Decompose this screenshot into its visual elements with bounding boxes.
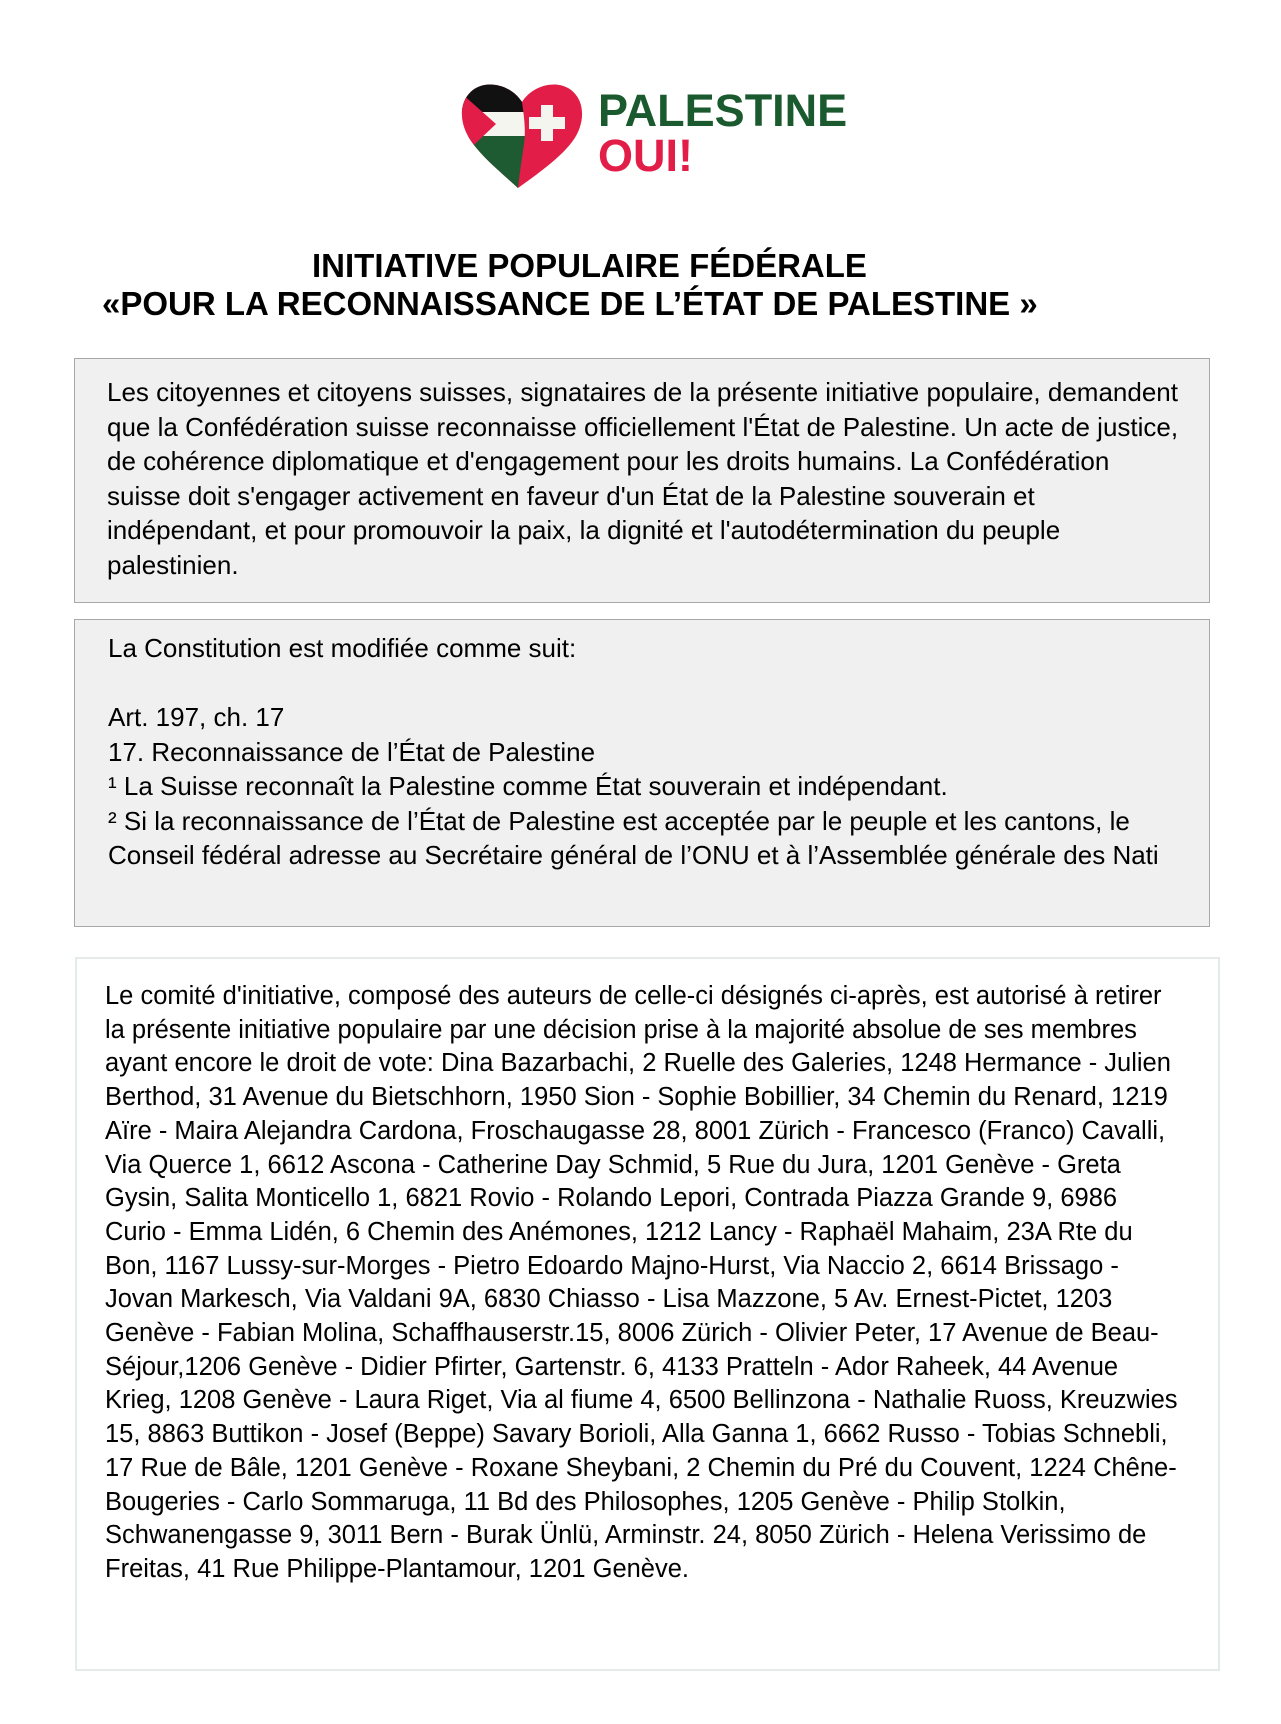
constitution-paragraph-1: ¹ La Suisse reconnaît la Palestine comme État souverain et indépendant.	[108, 771, 948, 801]
page-title	[0, 247, 1281, 323]
logo-text-oui: OUI!	[598, 130, 693, 181]
constitution-heading: 17. Reconnaissance de l’État de Palestine	[108, 736, 596, 767]
spacer	[108, 666, 1183, 701]
constitution-box	[74, 619, 1210, 927]
logo-text-palestine: PALESTINE	[598, 85, 848, 136]
logo-wordmark	[598, 85, 848, 181]
constitution-paragraph-2: ² Si la reconnaissance de l’État de Palestine est acceptée par le peuple et les cantons, le Conseil fédéral adresse au Secrétaire général de l’ONU et à l’Assemblée générale des Nati	[108, 805, 1159, 870]
preamble-box	[74, 358, 1210, 603]
title-line-2: «POUR LA RECONNAISSANCE DE L’ÉTAT DE PALESTINE »	[102, 285, 1038, 322]
campaign-logo	[460, 80, 860, 190]
constitution-intro: La Constitution est modifiée comme suit:	[108, 633, 577, 663]
committee-box	[75, 957, 1220, 1671]
preamble-text: Les citoyennes et citoyens suisses, signataires de la présente initiative populaire, demandent que la Confédération suisse reconnaisse officiellement l'État de Palestine. Un acte de justice, de cohérence diplomatique et d'engagement pour les droits humains. La Confédération suisse doit s'engager activement en faveur d'un État de la Palestine souverain et indépendant, et pour promouvoir la paix, la dignité et l'autodétermination du peuple palestinien.	[107, 377, 1179, 580]
heart-flags-icon	[460, 80, 585, 190]
constitution-article: Art. 197, ch. 17	[108, 702, 285, 732]
title-line-1: INITIATIVE POPULAIRE FÉDÉRALE	[312, 247, 867, 284]
committee-text: Le comité d'initiative, composé des auteurs de celle-ci désignés ci-après, est autorisé à retirer la présente initiative populaire par une décision prise à la majorité absolue de ses membres ayant encore le droit de vote: Dina Bazarbachi, 2 Ruelle des Galeries, 1248 Hermance - Julien Berthod, 31 Avenue du Bietschhorn, 1950 Sion - Sophie Bobillier, 34 Chemin du Renard, 1219 Aïre - Maira Alejandra Cardona, Froschaugasse 28, 8001 Zürich - Francesco (Franco) Cavalli, Via Querce 1, 6612 Ascona - Catherine Day Schmid, 5 Rue du Jura, 1201 Genève - Greta Gysin, Salita Monticello 1, 6821 Rovio - Rolando Lepori, Contrada Piazza Grande 9, 6986 Curio - Emma Lidén, 6 Chemin des Anémones, 1212 Lancy - Raphaël Mahaim, 23A Rte du Bon, 1167 Lussy-sur-Morges - Pietro Edoardo Majno-Hurst, Via Naccio 2, 6614 Brissago - Jovan Markesch, Via Valdani 9A, 6830 Chiasso - Lisa Mazzone, 5 Av. Ernest-Pictet, 1203 Genève - Fabian Molina, Schaffhauserstr.15, 8006 Zürich - Olivier Peter, 17 Avenue de Beau-Séjour,1206 Genève - Didier Pfirter, Gartenstr. 6, 4133 Pratteln - Ador Raheek, 44 Avenue Krieg, 1208 Genève - Laura Riget, Via al fiume 4, 6500 Bellinzona - Nathalie Ruoss, Kreuzwies 15, 8863 Buttikon - Josef (Beppe) Savary Borioli, Alla Ganna 1, 6662 Russo - Tobias Schnebli, 17 Rue de Bâle, 1201 Genève - Roxane Sheybani, 2 Chemin du Pré du Couvent, 1224 Chêne-Bougeries - Carlo Sommaruga, 11 Bd des Philosophes, 1205 Genève - Philip Stolkin, Schwanengasse 9, 3011 Bern - Burak Ünlü, Arminstr. 24, 8050 Zürich - Helena Verissimo de Freitas, 41 Rue Philippe-Plantamour, 1201 Genève.	[105, 982, 1178, 1583]
